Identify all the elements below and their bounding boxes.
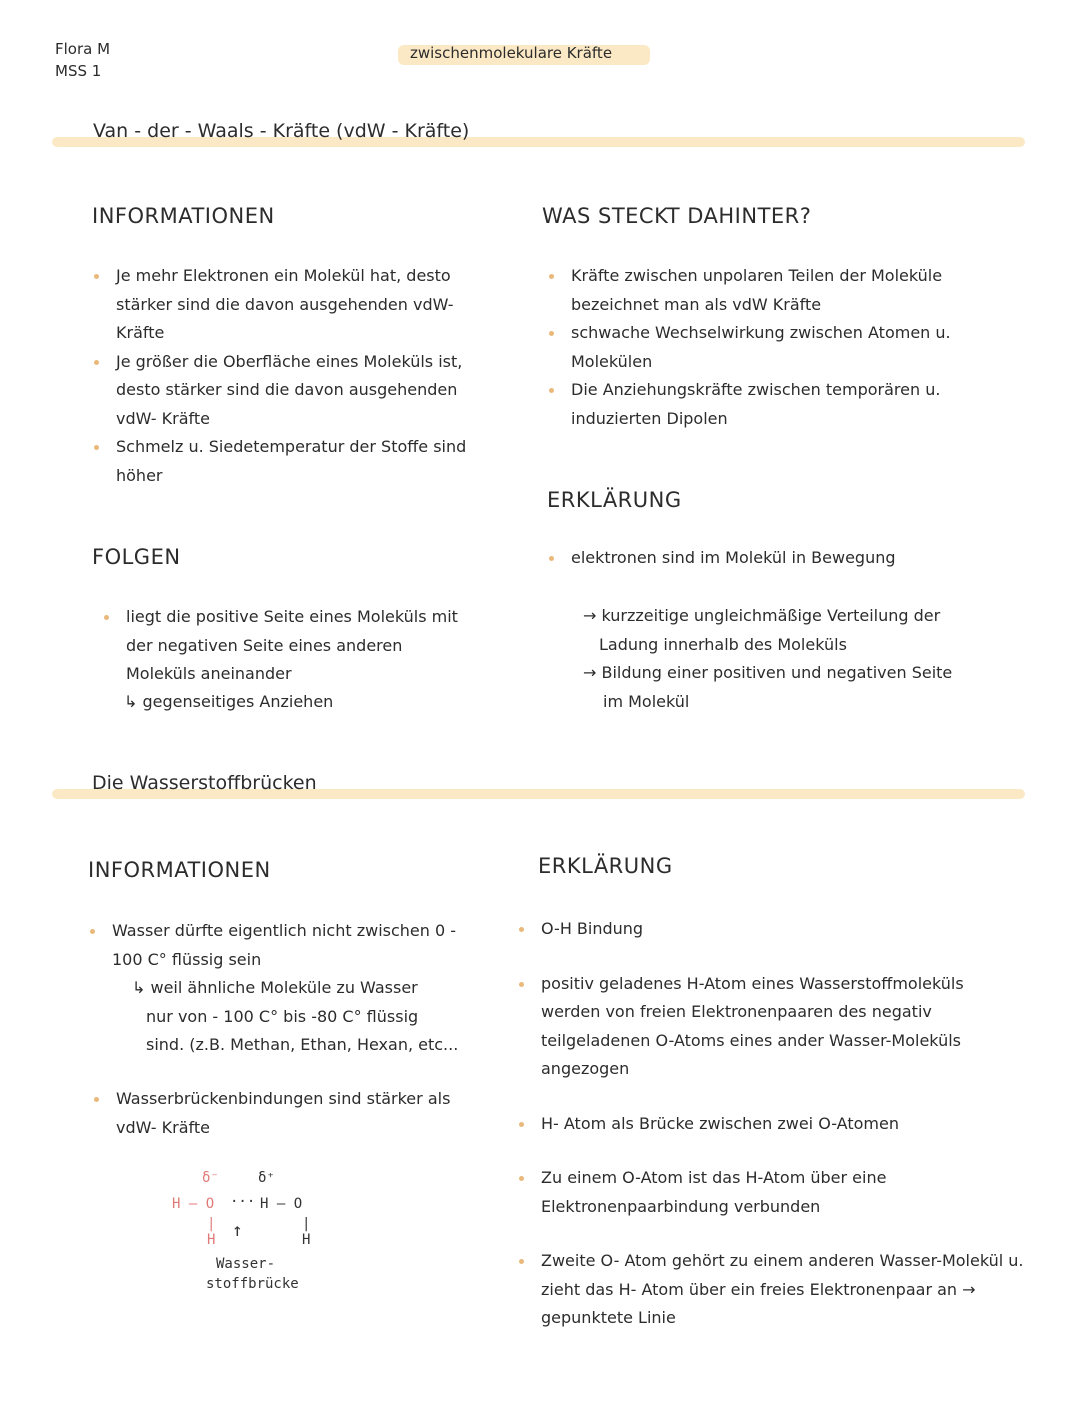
list-item: positiv geladenes H-Atom eines Wasserstoffmoleküls werden von freien Elektronenpaaren des negativ teilgeladenen O-Atoms eines ander Wasser-Moleküls angezogen bbox=[515, 970, 1025, 1084]
bridge-arrow-icon: ↑ bbox=[232, 1220, 243, 1241]
list-item: Die Anziehungskräfte zwischen temporären u. induzierten Dipolen bbox=[545, 376, 1015, 433]
explanation-line: nur von - 100 C° bis -80 C° flüssig bbox=[146, 1006, 419, 1026]
author-block bbox=[55, 38, 110, 82]
delta-plus-label: δ⁺ bbox=[258, 1170, 275, 1186]
heading-was-steckt-dahinter: WAS STECKT DAHINTER? bbox=[542, 204, 812, 228]
heading-folgen: FOLGEN bbox=[92, 545, 181, 569]
arrow-line: → Bildung einer positiven und negativen Seite bbox=[583, 663, 953, 682]
list-item: Je größer die Oberfläche eines Moleküls ist, desto stärker sind die davon ausgehenden vdW- Kräfte bbox=[90, 348, 470, 434]
list-erklaerung-vdw bbox=[545, 544, 1015, 573]
right-vertical-bond: | bbox=[302, 1216, 311, 1232]
list-item: Kräfte zwischen unpolaren Teilen der Moleküle bezeichnet man als vdW Kräfte bbox=[545, 262, 1015, 319]
list-item: liegt die positive Seite eines Moleküls mit der negativen Seite eines anderen Moleküls aneinander bbox=[100, 603, 470, 689]
section-title-wasserstoff: Die Wasserstoffbrücken bbox=[92, 772, 317, 794]
section-title-vdw: Van - der - Waals - Kräfte (vdW - Kräfte) bbox=[93, 120, 470, 142]
diagram-caption-line1: Wasser- bbox=[216, 1256, 276, 1272]
left-hydrogen-atom: H bbox=[207, 1232, 216, 1248]
informationen-explanation bbox=[132, 974, 458, 1060]
right-water-molecule: H — O bbox=[260, 1196, 303, 1212]
list-item: Wasserbrückenbindungen sind stärker als vdW- Kräfte bbox=[90, 1085, 480, 1142]
left-vertical-bond: | bbox=[207, 1216, 216, 1232]
list-erklaerung-wasserstoff bbox=[515, 915, 1025, 1333]
list-item: Schmelz u. Siedetemperatur der Stoffe sind höher bbox=[90, 433, 470, 490]
list-item: Je mehr Elektronen ein Molekül hat, desto stärker sind die davon ausgehenden vdW- Kräfte bbox=[90, 262, 470, 348]
heading-informationen-vdw: INFORMATIONEN bbox=[92, 204, 275, 228]
list-item: H- Atom als Brücke zwischen zwei O-Atomen bbox=[515, 1110, 1025, 1139]
diagram-caption-line2: stoffbrücke bbox=[206, 1276, 299, 1292]
heading-erklaerung-wasserstoff: ERKLÄRUNG bbox=[538, 854, 673, 878]
heading-informationen-wasserstoff: INFORMATIONEN bbox=[88, 858, 271, 882]
hydrogen-bond-dots: ··· bbox=[230, 1194, 256, 1210]
document-title: zwischenmolekulare Kräfte bbox=[410, 44, 613, 62]
list-item: Wasser dürfte eigentlich nicht zwischen 0 - 100 C° flüssig sein bbox=[86, 917, 476, 974]
arrow-line: → kurzzeitige ungleichmäßige Verteilung der bbox=[583, 606, 941, 625]
list-folgen bbox=[100, 603, 470, 689]
list-informationen-vdw bbox=[90, 262, 470, 490]
author-class: MSS 1 bbox=[55, 62, 102, 80]
list-item: elektronen sind im Molekül in Bewegung bbox=[545, 544, 1015, 573]
list-item: Zweite O- Atom gehört zu einem anderen Wasser-Molekül u. zieht das H- Atom über ein freies Elektronenpaar an → gepunktete Linie bbox=[515, 1247, 1025, 1333]
list-informationen-wasserstoff-2 bbox=[90, 1085, 480, 1142]
list-item: O-H Bindung bbox=[515, 915, 1025, 944]
hydrogen-bond-diagram bbox=[160, 1166, 340, 1296]
list-informationen-wasserstoff bbox=[86, 917, 476, 974]
explanation-line: ↳ weil ähnliche Moleküle zu Wasser bbox=[132, 978, 418, 997]
left-water-molecule: H — O bbox=[172, 1196, 215, 1212]
list-dahinter bbox=[545, 262, 1015, 433]
arrow-line: im Molekül bbox=[603, 691, 690, 711]
list-item: Zu einem O-Atom ist das H-Atom über eine Elektronenpaarbindung verbunden bbox=[515, 1164, 1025, 1221]
folgen-consequence: ↳ gegenseitiges Anziehen bbox=[124, 692, 334, 711]
right-hydrogen-atom: H bbox=[302, 1232, 311, 1248]
list-item: schwache Wechselwirkung zwischen Atomen u. Molekülen bbox=[545, 319, 1015, 376]
heading-erklaerung-vdw: ERKLÄRUNG bbox=[547, 488, 682, 512]
arrow-line: Ladung innerhalb des Moleküls bbox=[599, 634, 847, 654]
author-name: Flora M bbox=[55, 40, 111, 58]
delta-minus-label: δ⁻ bbox=[202, 1170, 219, 1186]
explanation-line: sind. (z.B. Methan, Ethan, Hexan, etc... bbox=[146, 1035, 459, 1054]
erklaerung-arrow-lines bbox=[583, 602, 952, 716]
